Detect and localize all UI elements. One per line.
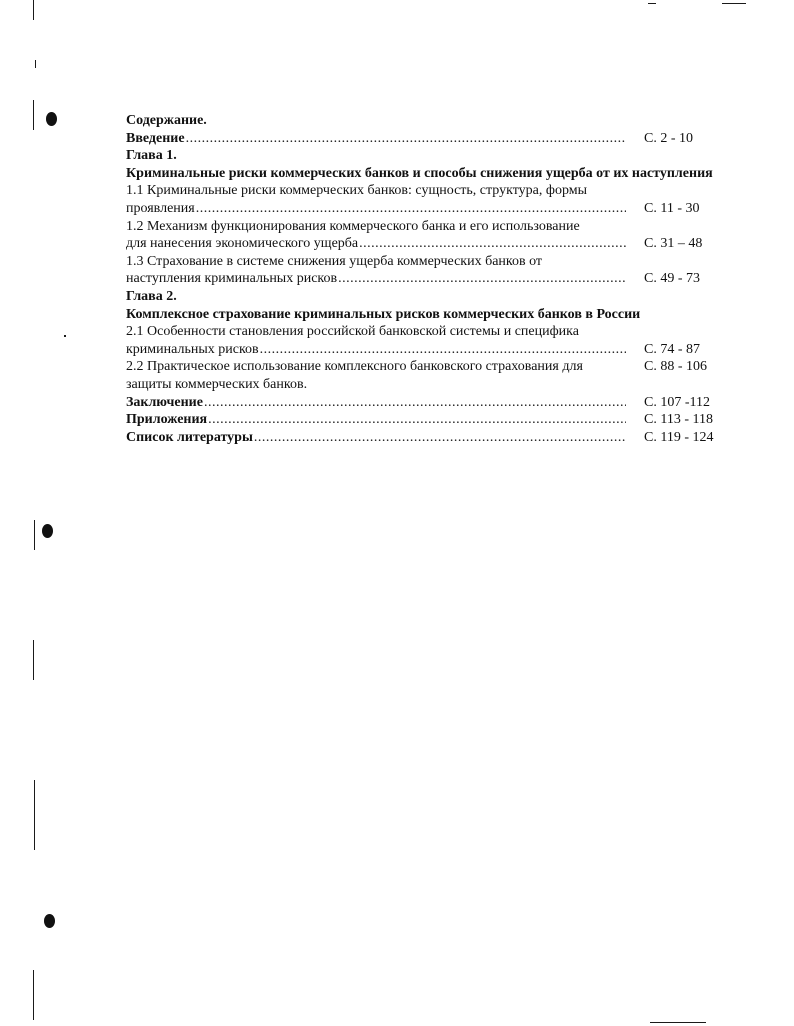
chapter-title: Комплексное страхование криминальных рисков коммерческих банков в России <box>126 306 641 322</box>
section-line2: для нанесения экономического ущерба <box>126 236 359 252</box>
section-line1: 2.1 Особенности становления российской банковской системы и специфика <box>126 324 579 340</box>
chapter-heading: Глава 1. <box>126 148 177 164</box>
entry-page: С. 49 - 73 <box>644 271 700 287</box>
scan-edge-line <box>722 3 746 4</box>
toc-section <box>126 182 722 217</box>
entry-page: С. 113 - 118 <box>644 412 713 428</box>
dot-leader <box>186 130 626 148</box>
table-of-contents <box>126 112 722 446</box>
entry-label: Заключение <box>126 394 203 410</box>
toc-entry-conclusion <box>126 394 722 412</box>
entry-label: Приложения <box>126 412 208 428</box>
toc-section <box>126 323 722 358</box>
entry-page: С. 74 - 87 <box>644 341 700 357</box>
scan-edge-line <box>648 3 656 4</box>
scan-edge-line <box>33 640 34 680</box>
toc-entry-appendix <box>126 411 722 429</box>
entry-label: Список литературы <box>126 429 253 445</box>
section-line1: 1.2 Механизм функционирования коммерческого банка и его использование <box>126 218 580 234</box>
section-line1: 1.1 Криминальные риски коммерческих банков: сущность, структура, формы <box>126 183 588 199</box>
scan-edge-line <box>34 780 35 850</box>
dot-leader <box>260 341 626 359</box>
dot-leader <box>338 270 626 288</box>
dot-leader <box>208 411 626 429</box>
dot-leader <box>196 200 626 218</box>
entry-page: С. 2 - 10 <box>644 130 693 146</box>
scan-edge-line <box>35 60 36 68</box>
dot-leader <box>359 235 626 253</box>
dot-leader <box>254 429 626 447</box>
entry-page: С. 107 -112 <box>644 394 710 410</box>
section-line1: 2.2 Практическое использование комплексного банковского страхования для <box>126 359 583 375</box>
scan-edge-line <box>33 970 34 1020</box>
punch-hole <box>46 112 57 126</box>
section-line2: криминальных рисков <box>126 341 259 357</box>
scan-edge-line <box>33 100 34 130</box>
chapter-title: Криминальные риски коммерческих банков и способы снижения ущерба от их наступления <box>126 165 713 181</box>
toc-section <box>126 218 722 253</box>
toc-entry-bibliography <box>126 429 722 447</box>
toc-entry-intro <box>126 130 722 148</box>
scan-edge-line <box>33 0 34 20</box>
punch-hole <box>44 914 55 928</box>
chapter-heading: Глава 2. <box>126 288 177 304</box>
entry-page: С. 11 - 30 <box>644 200 700 216</box>
scan-edge-line <box>650 1022 706 1023</box>
scan-edge-line <box>64 335 66 337</box>
section-line1: 1.3 Страхование в системе снижения ущерба коммерческих банков от <box>126 253 543 269</box>
entry-page: С. 88 - 106 <box>644 359 707 375</box>
section-line2: защиты коммерческих банков. <box>126 376 308 392</box>
toc-section <box>126 358 722 393</box>
scan-edge-line <box>34 520 35 550</box>
section-line2: наступления криминальных рисков <box>126 271 338 287</box>
toc-section <box>126 253 722 288</box>
entry-page: С. 31 – 48 <box>644 236 703 252</box>
entry-label: Введение <box>126 130 185 146</box>
section-line2: проявления <box>126 200 195 216</box>
punch-hole <box>42 524 53 538</box>
dot-leader <box>204 394 626 412</box>
toc-title: Содержание. <box>126 113 207 128</box>
entry-page: С. 119 - 124 <box>644 429 714 445</box>
